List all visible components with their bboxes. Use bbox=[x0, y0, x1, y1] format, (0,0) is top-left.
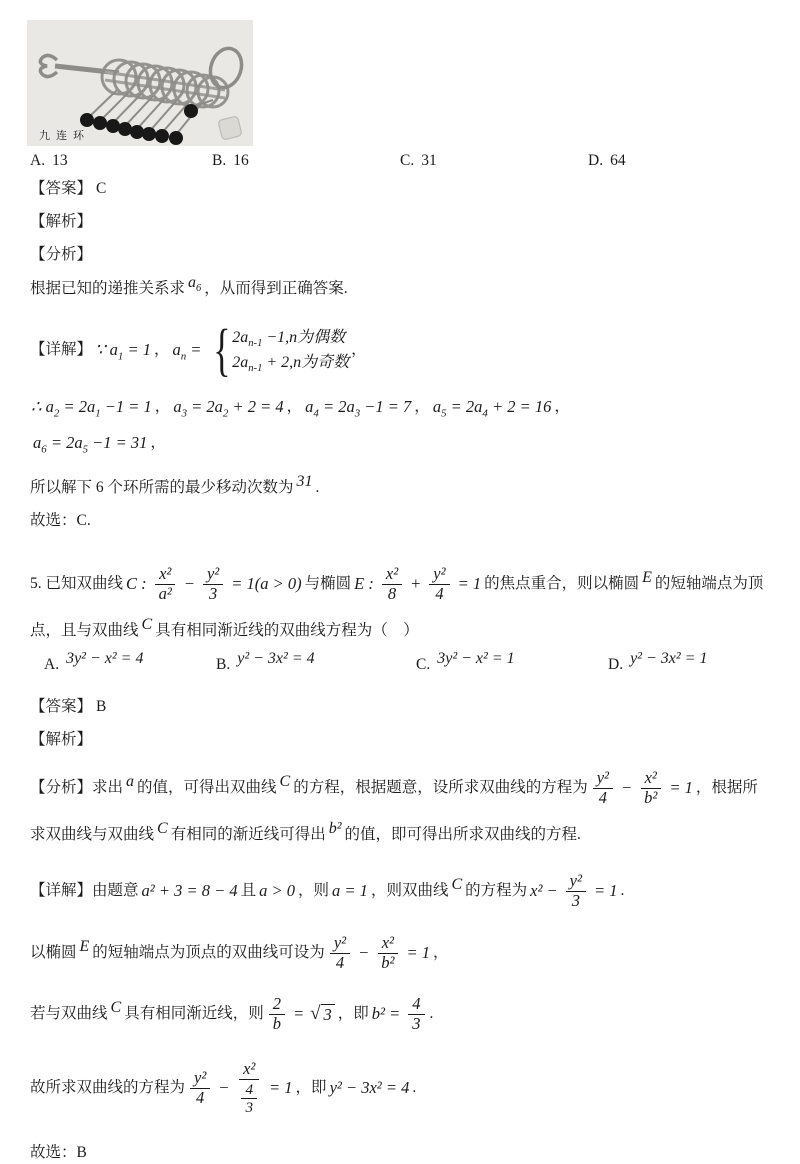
raised-math: C bbox=[141, 616, 153, 634]
plain-text: . bbox=[429, 1004, 434, 1022]
fraction-numerator: y² bbox=[190, 1069, 210, 1089]
math-text: y² − 3x² = 4 bbox=[329, 1078, 410, 1098]
math-text: $a_n$ = bbox=[172, 340, 202, 363]
plain-text: 5. 已知双曲线 bbox=[30, 574, 124, 592]
subscript: 6 bbox=[41, 443, 47, 456]
raised-math: C bbox=[279, 773, 291, 791]
option-label: B. bbox=[212, 151, 227, 169]
plain-text: 故所求双曲线的方程为 bbox=[30, 1078, 186, 1096]
q5-answer-line bbox=[30, 696, 106, 718]
radical-symbol-icon: √ bbox=[310, 1002, 321, 1024]
fraction bbox=[155, 565, 176, 604]
q4-option-a bbox=[30, 152, 68, 171]
plain-text: 与椭圆 bbox=[304, 574, 352, 592]
subscript: 2 bbox=[53, 407, 60, 420]
case-row: $2a_{n-1} -1,n$为偶数 bbox=[232, 328, 346, 349]
fenxi-label: 【分析】 bbox=[30, 245, 93, 263]
option-label: C. bbox=[416, 655, 431, 673]
fraction-denominator: 4 bbox=[598, 787, 607, 807]
plain-text: 【详解】由题意 bbox=[30, 881, 139, 899]
option-label: D. bbox=[608, 655, 624, 673]
fraction-numerator: 4 bbox=[241, 1081, 257, 1099]
fraction-numerator: y² bbox=[429, 565, 449, 585]
plain-text: ，则 bbox=[298, 881, 330, 899]
math-text: a > 0 bbox=[259, 881, 296, 901]
raised-math: a bbox=[126, 773, 135, 791]
plain-text: . bbox=[412, 1078, 417, 1096]
plain-text: ，即 bbox=[337, 1004, 369, 1022]
option-value: 64 bbox=[610, 151, 626, 169]
math-text: − bbox=[218, 1078, 230, 1098]
plain-text: ，根据所 bbox=[695, 778, 758, 796]
subscript: 1 bbox=[117, 350, 124, 363]
math-text: + bbox=[410, 574, 422, 594]
q5-options-row bbox=[0, 648, 800, 682]
raised-math: C bbox=[451, 876, 463, 894]
math-text: = 1 bbox=[593, 881, 618, 901]
fraction bbox=[429, 565, 449, 604]
q4-answer-line bbox=[30, 178, 106, 200]
fraction-denominator: b² bbox=[381, 952, 395, 972]
option-formula: y² − 3x² = 4 bbox=[237, 650, 315, 668]
plain-text: 的短轴端点为顶 bbox=[654, 574, 764, 592]
math-text: $a_3 = 2a_2 + 2 = 4$ bbox=[173, 397, 284, 420]
q5-option-d bbox=[608, 650, 708, 674]
q5-fenxi-line1 bbox=[30, 756, 758, 820]
plain-text: 求双曲线与双曲线 bbox=[30, 825, 155, 843]
fraction bbox=[237, 1060, 261, 1117]
nine-linked-rings-illustration bbox=[27, 20, 253, 146]
fraction bbox=[377, 934, 398, 973]
option-label: B. bbox=[216, 655, 231, 673]
fraction-numerator: y² bbox=[330, 934, 350, 954]
plain-text: ， bbox=[153, 340, 170, 358]
fraction-numerator: x² bbox=[378, 934, 398, 954]
radicand: 3 bbox=[321, 1004, 335, 1025]
stamp-icon bbox=[218, 116, 242, 140]
plain-text: 点，且与双曲线 bbox=[30, 621, 139, 639]
raised-math: $a_6$ bbox=[188, 274, 202, 295]
math-text: ∴ $a_2 = 2a_1 -1 = 1$ bbox=[31, 397, 152, 420]
fraction-denominator: 3 bbox=[245, 1098, 254, 1116]
subscript: n-1 bbox=[248, 338, 263, 349]
fraction-denominator: b bbox=[272, 1013, 281, 1033]
fraction-denominator: a² bbox=[158, 583, 172, 603]
case-rows bbox=[232, 328, 350, 375]
answer-label: 【答案】 bbox=[30, 179, 93, 197]
puzzle-image bbox=[27, 20, 253, 146]
math-text: = 1 bbox=[269, 1078, 293, 1098]
math-text: $a_5 = 2a_4 + 2 = 16$ bbox=[432, 397, 552, 420]
subscript: 6 bbox=[196, 283, 202, 295]
math-text: = 1 bbox=[457, 574, 482, 594]
plain-text: ， bbox=[286, 397, 303, 415]
subscript: 3 bbox=[354, 407, 361, 420]
plain-text: ，即 bbox=[295, 1078, 327, 1096]
plain-text: 故选：B bbox=[30, 1143, 87, 1161]
fraction-denominator: 4 bbox=[196, 1087, 205, 1107]
fraction-numerator: x² bbox=[155, 565, 175, 585]
fraction bbox=[566, 872, 586, 911]
math-text: x² − bbox=[530, 881, 558, 901]
raised-math: E bbox=[642, 569, 652, 587]
fraction-numerator: x² bbox=[382, 565, 402, 585]
subscript: 5 bbox=[441, 407, 447, 420]
option-label: C. bbox=[400, 151, 415, 169]
fraction-numerator: y² bbox=[203, 565, 223, 585]
q5-option-b bbox=[216, 650, 315, 674]
plain-text: ，则双曲线 bbox=[370, 881, 449, 899]
fraction-denominator: 3 bbox=[571, 890, 580, 910]
piecewise-cases bbox=[208, 317, 350, 383]
plain-text: 的方程，根据题意，设所求双曲线的方程为 bbox=[293, 778, 588, 796]
fraction-numerator: y² bbox=[593, 769, 613, 789]
math-text: C : bbox=[126, 574, 147, 594]
math-text: − bbox=[183, 574, 195, 594]
fraction-denominator: 3 bbox=[209, 583, 218, 603]
option-value: 31 bbox=[421, 151, 437, 169]
plain-text: ， bbox=[414, 397, 430, 415]
plain-text: ， bbox=[351, 340, 367, 358]
fraction-denominator bbox=[237, 1080, 261, 1117]
case-row: $2a_{n-1} + 2,n$为奇数 bbox=[232, 354, 350, 375]
math-text: = 1 bbox=[406, 943, 430, 963]
q5-choice-line bbox=[30, 1142, 87, 1164]
q5-final-equation-line bbox=[30, 1050, 416, 1126]
math-text: = 1(a > 0) bbox=[231, 574, 302, 594]
fraction bbox=[330, 934, 350, 973]
plain-text: . bbox=[620, 881, 625, 899]
option-formula: 3y² − x² = 1 bbox=[437, 650, 515, 668]
q4-a6-line bbox=[30, 430, 166, 456]
q5-fenxi-line2 bbox=[30, 822, 581, 848]
subscript: 4 bbox=[313, 407, 319, 420]
plain-text: 的短轴端点为顶点的双曲线可设为 bbox=[92, 943, 325, 961]
option-label: D. bbox=[588, 151, 604, 169]
plain-text: ，从而得到正确答案. bbox=[204, 279, 348, 297]
q5-option-c bbox=[416, 650, 515, 674]
math-text: − bbox=[358, 943, 370, 963]
fraction-numerator: x² bbox=[641, 769, 661, 789]
math-text: a² + 3 = 8 − 4 bbox=[141, 881, 238, 901]
plain-text: 以椭圆 bbox=[30, 943, 77, 961]
left-brace-icon: { bbox=[213, 317, 231, 383]
q4-derive-line bbox=[28, 394, 570, 420]
answer-value: B bbox=[96, 697, 107, 715]
q4-fenxi-text bbox=[30, 276, 348, 302]
plain-text: 【分析】求出 bbox=[30, 778, 124, 796]
plain-text: ， bbox=[150, 433, 166, 451]
subscript: 3 bbox=[181, 407, 187, 420]
plain-text: 有相同的渐近线可得出 bbox=[170, 825, 326, 843]
subscript: 5 bbox=[82, 443, 89, 456]
square-root bbox=[310, 1004, 335, 1025]
subscript: n bbox=[180, 350, 187, 363]
fraction bbox=[382, 565, 402, 604]
image-caption: 九连环 bbox=[39, 130, 90, 142]
math-text: $a_6 = 2a_5 -1 = 31$ bbox=[33, 433, 148, 456]
raised-math: E bbox=[79, 938, 90, 956]
math-text: = 1 bbox=[669, 778, 693, 798]
plain-text: 若与双曲线 bbox=[30, 1004, 108, 1022]
option-value: 16 bbox=[233, 151, 249, 169]
plain-text: . bbox=[315, 478, 320, 496]
fraction-denominator: 8 bbox=[387, 583, 397, 603]
fraction-numerator: x² bbox=[239, 1060, 259, 1080]
q4-fenxi-label-line bbox=[30, 244, 92, 266]
plain-text: 具有相同渐近线的双曲线方程为（ ） bbox=[155, 621, 419, 639]
plain-text: 的方程为 bbox=[465, 881, 528, 899]
subscript: 1 bbox=[95, 407, 101, 420]
plain-text: 且 bbox=[240, 881, 257, 899]
q4-choice-line bbox=[30, 510, 91, 532]
subscript: 4 bbox=[482, 407, 488, 420]
jiexi-label: 【解析】 bbox=[30, 212, 93, 230]
jiexi-label: 【解析】 bbox=[30, 730, 93, 748]
answer-label: 【答案】 bbox=[30, 697, 93, 715]
plain-text: 的焦点重合，则以椭圆 bbox=[484, 574, 640, 592]
plain-text: 的值，即可得出所求双曲线的方程. bbox=[344, 825, 581, 843]
fraction-denominator: 3 bbox=[412, 1013, 421, 1033]
q5-xiangjie-line bbox=[30, 862, 624, 920]
raised-math: C bbox=[157, 820, 168, 838]
q4-option-b bbox=[212, 152, 249, 171]
fraction bbox=[203, 565, 223, 604]
plain-text: ， bbox=[154, 397, 171, 415]
q4-jiexi-line bbox=[30, 211, 92, 233]
math-text: b² = bbox=[371, 1004, 401, 1024]
fraction bbox=[408, 995, 424, 1034]
fraction-numerator: 2 bbox=[269, 995, 285, 1015]
fraction-denominator: 4 bbox=[435, 583, 444, 603]
fraction-denominator: 4 bbox=[335, 952, 345, 972]
raised-math: 31 bbox=[296, 473, 313, 491]
option-value: 13 bbox=[52, 151, 68, 169]
math-text: $a_4 = 2a_3 -1 = 7$ bbox=[305, 397, 412, 420]
q4-option-c bbox=[400, 152, 437, 171]
answer-value: C bbox=[96, 179, 107, 197]
fraction bbox=[269, 995, 285, 1034]
q4-conclusion-line bbox=[30, 474, 319, 502]
plain-text: ， bbox=[554, 397, 570, 415]
math-text: E : bbox=[354, 574, 374, 594]
q5-ellipse-line bbox=[30, 924, 448, 982]
plain-text: 【详解】 bbox=[30, 340, 93, 358]
plain-text: ， bbox=[432, 943, 449, 961]
q4-options-row bbox=[0, 150, 800, 172]
plain-text: 根据已知的递推关系求 bbox=[30, 279, 186, 297]
raised-math: C bbox=[110, 999, 122, 1017]
option-label: A. bbox=[30, 151, 46, 169]
plain-text: 具有相同渐近线，则 bbox=[124, 1004, 264, 1022]
subscript: n-1 bbox=[248, 363, 263, 375]
q5-stem-line2 bbox=[30, 618, 419, 644]
q5-stem-line1 bbox=[30, 545, 763, 623]
option-label: A. bbox=[44, 655, 60, 673]
q4-option-d bbox=[588, 152, 626, 171]
fraction bbox=[593, 769, 613, 808]
raised-math: b² bbox=[328, 820, 342, 838]
math-text: − bbox=[621, 778, 633, 798]
fraction-numerator: 4 bbox=[408, 995, 424, 1015]
subscript: 2 bbox=[222, 407, 229, 420]
option-formula: 3y² − x² = 4 bbox=[66, 650, 144, 668]
math-text: ∵ $a_1 = 1$ bbox=[95, 340, 151, 363]
q5-asymptote-line bbox=[30, 986, 433, 1042]
q5-option-a bbox=[44, 650, 144, 674]
math-text: a = 1 bbox=[332, 881, 368, 901]
fraction bbox=[241, 1081, 257, 1117]
math-text: = bbox=[292, 1004, 305, 1024]
plain-text: 所以解下 6 个环所需的最少移动次数为 bbox=[30, 478, 294, 496]
fraction-denominator: b² bbox=[644, 787, 658, 807]
q5-jiexi-line bbox=[30, 729, 92, 751]
q4-xiangjie-line bbox=[30, 312, 367, 388]
option-formula: y² − 3x² = 1 bbox=[630, 650, 708, 668]
fraction bbox=[640, 769, 661, 808]
fraction-numerator: y² bbox=[566, 872, 586, 892]
plain-text: 故选：C. bbox=[30, 511, 91, 529]
plain-text: 的值，可得出双曲线 bbox=[137, 778, 277, 796]
fraction bbox=[190, 1069, 210, 1108]
